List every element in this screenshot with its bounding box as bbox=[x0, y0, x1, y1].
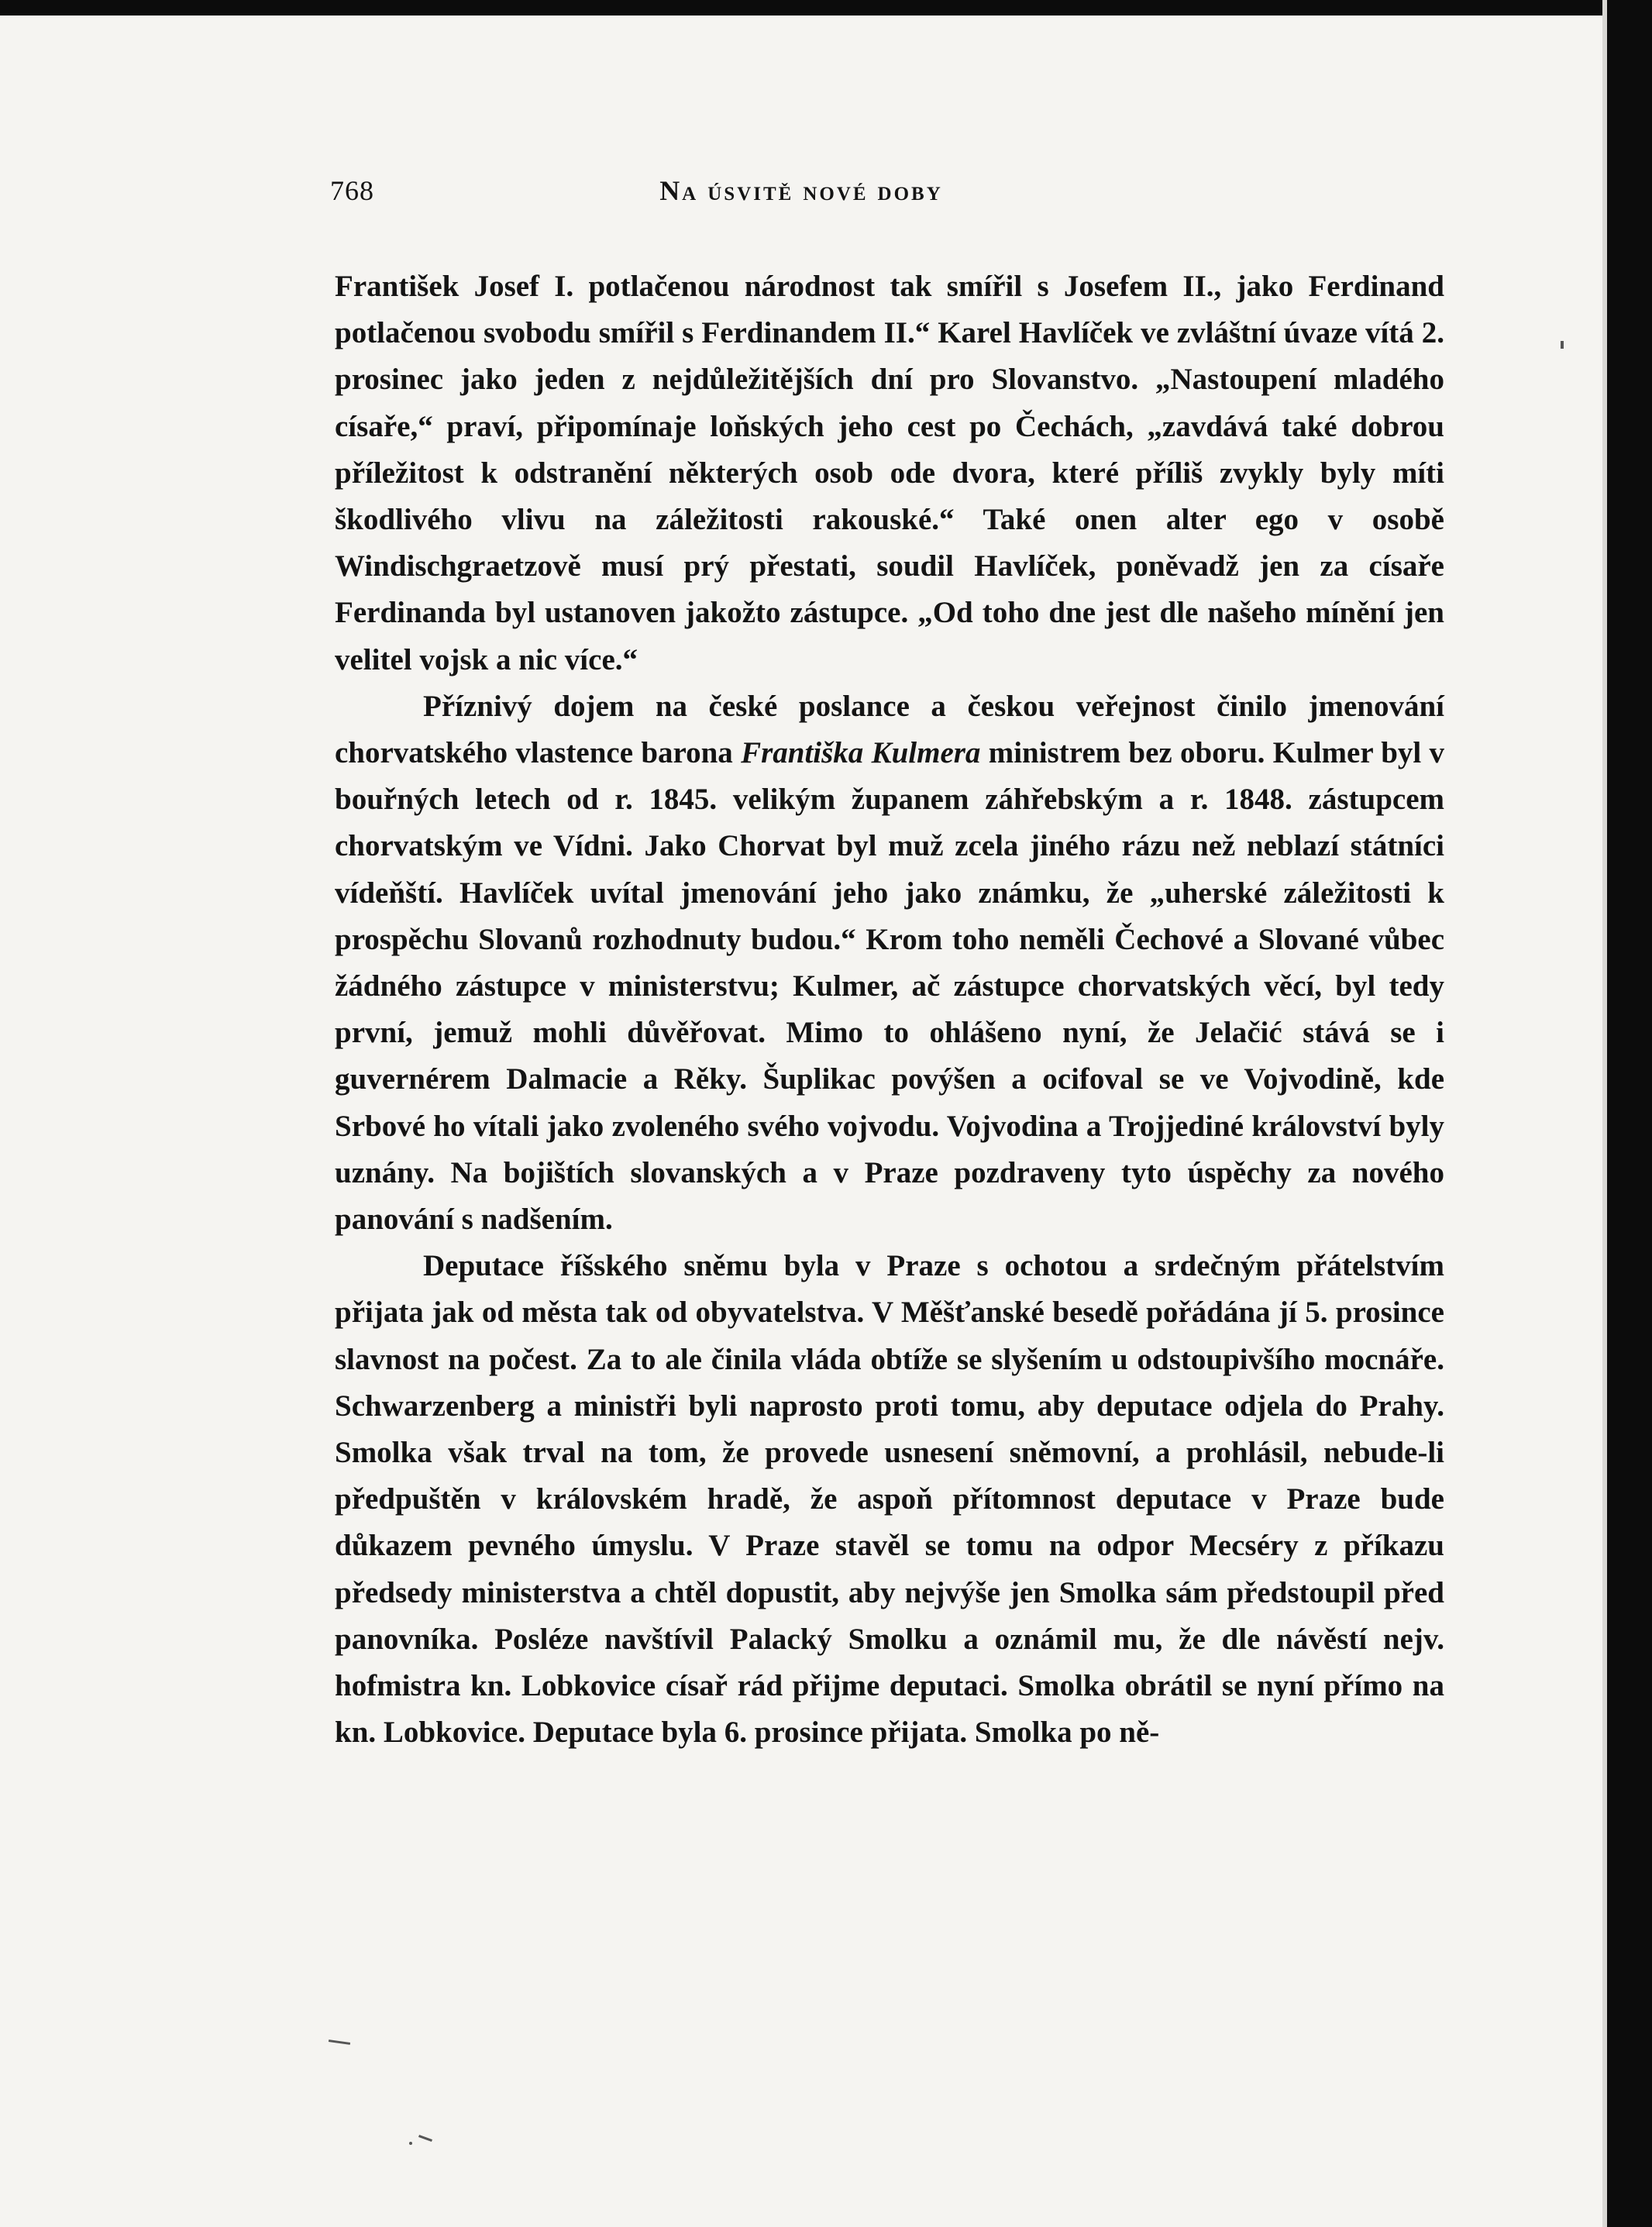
paragraph-3: Deputace říšského sněmu byla v Praze s ochotou a srdečným přátelstvím přijata jak od města tak od obyvatelstva. V Měšťanské besedě pořádána jí 5. prosince slavnost na počest. Za to ale činila vláda obtíže se slyšením u odstoupivšího mocnáře. Schwarzenberg a ministři byli naprosto proti tomu, aby deputace odjela do Prahy. Smolka však trval na tom, že provede usnesení sněmovní, a prohlásil, nebude-li předpuštěn v královském hradě, že aspoň přítomnost deputace v Praze bude důkazem pevného úmyslu. V Praze stavěl se tomu na odpor Mecséry z příkazu předsedy ministerstva a chtěl dopustit, aby nejvýše jen Smolka sám předstoupil před panovníka. Posléze navštívil Palacký Smolku a oznámil mu, že dle návěstí nejv. hofmistra kn. Lobkovice císař rád přijme deputaci. Smolka obrátil se nyní přímo na kn. Lobkovice. Deputace byla 6. prosince přijata. Smolka po ně- bbox=[335, 1249, 1444, 1750]
person-name-italic: Františka Kulmera bbox=[741, 736, 981, 770]
scan-speck bbox=[1561, 341, 1564, 349]
paragraph-1: František Josef I. potlačenou národnost tak smířil s Josefem II., jako Ferdinand potlačenou svobodu smířil s Ferdinandem II.“ Karel Havlíček ve zvláštní úvaze vítá 2. prosinec jako jeden z nejdůležitějších dní pro Slovanstvo. „Nastoupení mladého císaře,“ praví, připomínaje loňských jeho cest po Čechách, „zavdává také dobrou příležitost k odstranění některých osob ode dvora, které příliš zvykly byly míti škodlivého vlivu na záležitosti rakouské.“ Také onen alter ego v osobě Windischgraetzově musí prý přestati, soudil Havlíček, poněvadž jen za císaře Ferdinanda byl ustanoven jakožto zástupce. „Od toho dne jest dle našeho mínění jen velitel vojsk a nic více.“ bbox=[335, 270, 1444, 676]
running-title: Na úsvitě nové doby bbox=[659, 175, 943, 206]
page-number: 768 bbox=[330, 175, 374, 206]
scan-speck bbox=[409, 2142, 412, 2145]
scan-border-top bbox=[0, 0, 1652, 15]
body-text bbox=[335, 263, 1444, 1757]
paragraph-2 bbox=[335, 683, 1444, 1243]
scan-speck bbox=[418, 2135, 432, 2142]
paragraph-2-before: Příznivý dojem na české poslance a českou veřejnost činilo jmenování chorvatského vlastence barona bbox=[335, 689, 1444, 770]
paragraph-2-after: ministrem bez oboru. Kulmer byl v bouřných letech od r. 1845. velikým županem záhřebským a r. 1848. zástupcem chorvatským ve Vídni. Jako Chorvat byl muž zcela jiného rázu než neblazí státníci vídeňští. Havlíček uvítal jmenování jeho jako známku, že „uherské záležitosti k prospěchu Slovanů rozhodnuty budou.“ Krom toho neměli Čechové a Slované vůbec žádného zástupce v ministerstvu; Kulmer, ač zástupce chorvatských věcí, byl tedy první, jemuž mohli důvěřovat. Mimo to ohlášeno nyní, že Jelačić stává se i guvernérem Dalmacie a Rěky. Šuplikac povýšen a ocifoval se ve Vojvodině, kde Srbové ho vítali jako zvoleného svého vojvodu. Vojvodina a Trojjediné království byly uznány. Na bojištích slovanských a v Praze pozdraveny tyto úspěchy za nového panování s nadšením. bbox=[335, 736, 1444, 1237]
book-page bbox=[0, 15, 1602, 2227]
scan-border-right bbox=[1607, 0, 1652, 2227]
scan-speck bbox=[329, 2039, 350, 2045]
